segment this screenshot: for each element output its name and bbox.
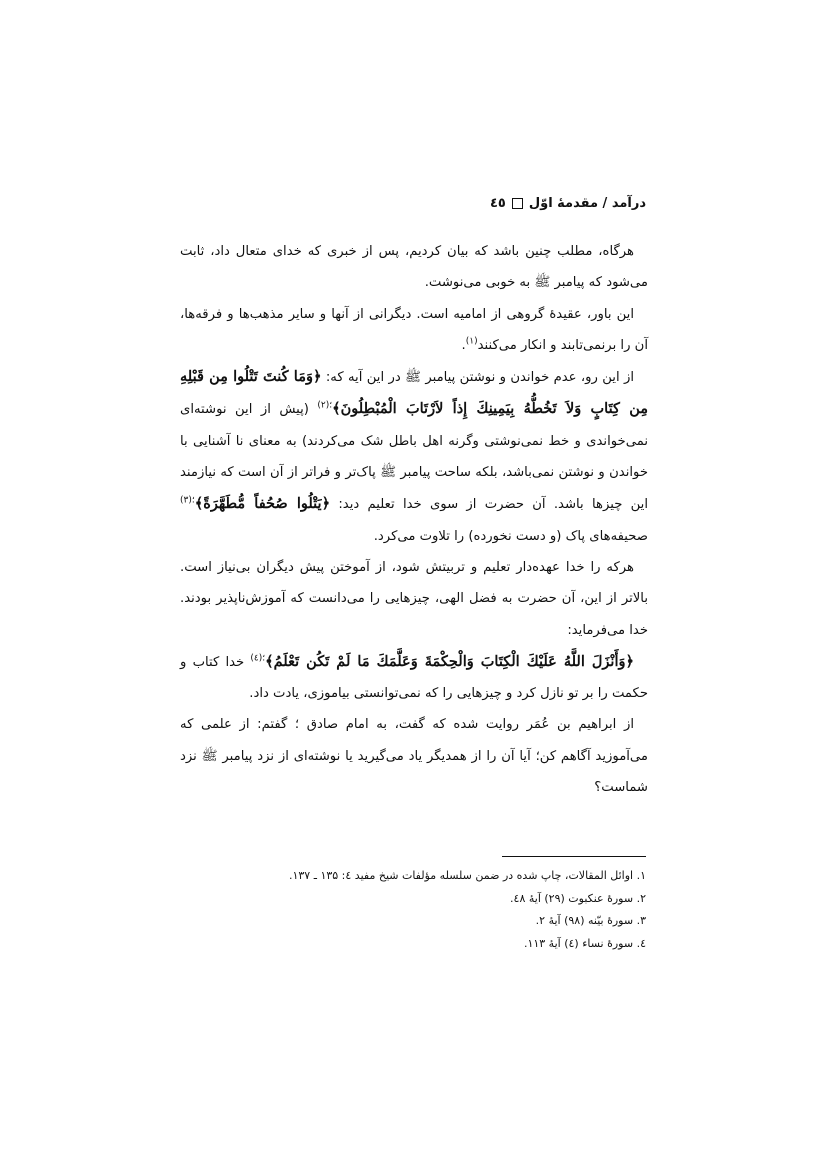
paragraph: ﴿وَأَنْزَلَ اللَّهُ عَلَيْكَ الْكِتَابَ وَالْحِكْمَةَ وَعَلَّمَكَ مَا لَمْ تَكُن تَعْلَمُ﴾$^{؛(٤)}$ خدا کتاب و حکمت را بر تو نازل کرد و چیزهایی را که نمی‌توانستی بیاموزی، یادت داد. xyxy=(180,652,648,702)
footnote: ٤. سورهٔ نساء (٤) آیهٔ ۱۱۳. xyxy=(523,936,646,950)
paragraph: از ابراهیم بن عُمَر روایت شده که گفت، به امام صادق ؛ گفتم: از علمی که می‌آموزید آگاهم کن؛ آیا آن را از همدیگر یاد می‌گیرید یا نوشته‌ای از نزد پیامبر ﷺ نزد شماست؟ xyxy=(180,717,648,796)
square-ornament-icon xyxy=(512,198,523,209)
footnote-ref[interactable]: (۱) xyxy=(465,336,478,347)
footnote: ۲. سورهٔ عنکبوت (۲۹) آیهٔ ٤۸. xyxy=(510,891,646,905)
main-text xyxy=(180,236,648,803)
footnote-ref[interactable]: ؛(۳) xyxy=(180,495,195,506)
paragraph: از این رو، عدم خواندن و نوشتن پیامبر ﷺ در این آیه که: ﴿وَمَا كُنتَ تَتْلُوا مِن قَبْلِهِ مِن كِتَابٍ وَلاَ تَخُطُّهُ بِيَمِينِكَ إِذاً لاَرْتَابَ الْمُبْطِلُونَ﴾$^{؛(۲)}$ (پیش از این نوشته‌ای نمی‌خواندی و خط نمی‌نوشتی وگرنه اهل باطل شک می‌کردند) به معنای نا آشنایی با خواندن و نوشتن نمی‌باشد، بلکه ساحت پیامبر ﷺ پاک‌تر و فراتر از آن است که نیازمند این چیزها باشد. آن حضرت از سوی خدا تعلیم دید: ﴿يَتْلُوا صُحُفاً مُّطَهَّرَةً﴾$^{؛(۳)}$ صحیفه‌های پاک (و دست نخورده) را تلاوت می‌کرد. xyxy=(180,368,649,544)
paragraph: هرکه را خدا عهده‌دار تعلیم و تربیتش شود، از آموختن پیش دیگران بی‌نیاز است. بالاتر از این، آن حضرت به فضل الهی، چیزهایی را می‌دانست که آموزش‌ناپذیر بودند. خدا می‌فرماید: xyxy=(180,559,648,638)
footnote: ۱. اوائل المقالات، چاپ شده در ضمن سلسله مؤلفات شیخ مفید ٤: ۱۳۵ ـ ۱۳۷. xyxy=(288,869,646,882)
footnote-divider xyxy=(502,856,646,857)
paragraph: این باور، عقیدهٔ گروهی از امامیه است. دیگرانی از آنها و سایر مذهب‌ها و فرقه‌ها، آن را برنمی‌تابند و انکار می‌کنند$^{(۱)}$. xyxy=(180,306,648,353)
quran-verse: ﴿وَمَا كُنتَ تَتْلُوا مِن قَبْلِهِ مِن كِتَابٍ وَلاَ تَخُطُّهُ بِيَمِينِكَ إِذاً لاَرْتَابَ الْمُبْطِلُونَ﴾ xyxy=(180,368,648,418)
footnote-ref[interactable]: ؛(۲) xyxy=(317,401,333,412)
header-title: درآمد / مقدمهٔ اوّل xyxy=(528,196,646,211)
quran-verse: ﴿وَأَنْزَلَ اللَّهُ عَلَيْكَ الْكِتَابَ وَالْحِكْمَةَ وَعَلَّمَكَ مَا لَمْ تَكُن تَعْلَمُ﴾ xyxy=(265,652,634,670)
running-header xyxy=(490,196,646,211)
footnote-ref[interactable]: ؛(٤) xyxy=(250,653,266,664)
page-number: ٤٥ xyxy=(489,196,506,211)
footnote: ۳. سورهٔ بیّنه (۹۸) آیهٔ ۲. xyxy=(535,914,646,927)
paragraph: هرگاه، مطلب چنین باشد که بیان کردیم، پس از خبری که خدای متعال داد، ثابت می‌شود که پیامبر ﷺ به خوبی می‌نوشت. xyxy=(180,244,648,291)
footnotes xyxy=(178,856,646,955)
quran-verse: ﴿يَتْلُوا صُحُفاً مُّطَهَّرَةً﴾ xyxy=(194,495,331,513)
